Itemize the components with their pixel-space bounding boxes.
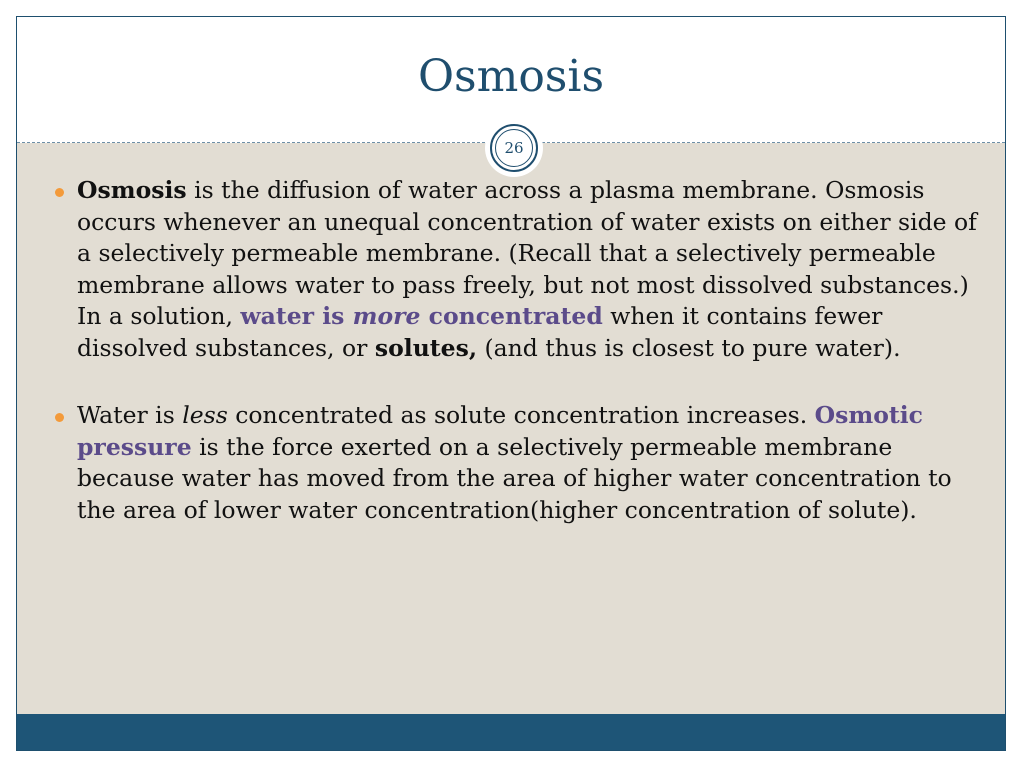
emphasis-less: less (182, 401, 228, 429)
term-osmosis: Osmosis (77, 176, 187, 204)
bullet-item-osmotic-pressure (55, 400, 985, 526)
slide (16, 16, 1006, 751)
text-segment: when it contains fewer dissolved substances, or (77, 302, 883, 362)
bullet-dot-icon (55, 188, 64, 197)
bullet-text (77, 401, 952, 524)
highlight-concentrated: concentrated (420, 302, 603, 330)
bullet-item-osmosis-definition (55, 175, 985, 364)
highlight-water-is: water is (240, 302, 353, 330)
page-number-badge (485, 119, 543, 177)
text-segment: concentrated as solute concentration increases. (227, 401, 815, 429)
bullet-dot-icon (55, 413, 64, 422)
term-solutes: solutes, (374, 333, 477, 362)
term-osmotic-pressure: Osmotic pressure (77, 401, 923, 461)
text-segment: (and thus is closest to pure water). (477, 333, 901, 362)
page-number: 26 (495, 129, 533, 167)
text-segment: is the force exerted on a selectively permeable membrane because water has moved from the area of higher water concentration to the area of lower water concentration(higher concentration of solute). (77, 432, 952, 524)
bullet-text (77, 176, 977, 362)
text-segment: Water is (77, 401, 183, 429)
slide-content (55, 175, 985, 562)
slide-title: Osmosis (417, 51, 605, 102)
page-number-badge-outer-ring (490, 124, 538, 172)
highlight-more: more (352, 302, 421, 330)
footer-bar (17, 714, 1005, 750)
text-segment: is the diffusion of water across a plasma membrane. Osmosis occurs whenever an unequal concentration of water exists on either side of a selectively permeable membrane. (Recall that a selectively permeable membrane allows water to pass freely, but not most dissolved substances.) In a solution, (77, 176, 977, 330)
